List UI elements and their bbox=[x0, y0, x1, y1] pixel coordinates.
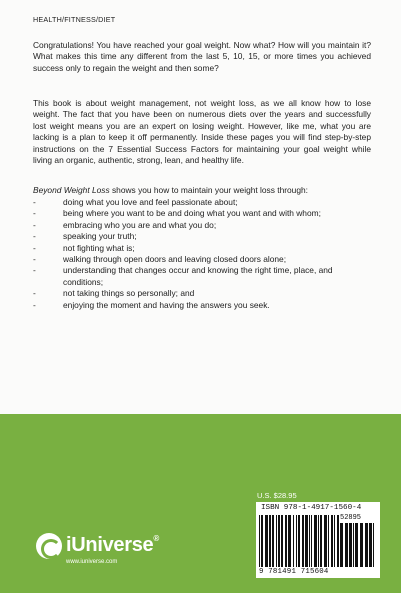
addon-digits: 52895 bbox=[340, 514, 362, 522]
price-label: U.S. $28.95 bbox=[257, 491, 297, 500]
benefits-list bbox=[33, 197, 371, 311]
dash-bullet-icon: - bbox=[33, 231, 36, 242]
publisher-name: iUniverse® bbox=[66, 534, 159, 556]
list-item bbox=[33, 243, 371, 254]
list-item-text: enjoying the moment and having the answers you seek. bbox=[63, 299, 270, 310]
list-item-text: not fighting what is; bbox=[63, 242, 135, 253]
publisher-url: www.iuniverse.com bbox=[66, 559, 118, 565]
paragraph-2: This book is about weight management, not weight loss, as we all know how to lose weight. The fact that you have been on numerous diets over the years and successfully lost weight means you are an expert on losing weight. However, like me, what you are lacking is a plan to keep it off permanently. Inside these pages you will find step-by-step instructions on the 7 Essential Success Factors for maintaining your goal weight while living an organic, authentic, strong, lean, and healthy life. bbox=[33, 98, 371, 166]
list-intro bbox=[33, 185, 371, 196]
iuniverse-logo-icon bbox=[36, 533, 62, 559]
list-item-text: embracing who you are and what you do; bbox=[63, 219, 217, 230]
list-item bbox=[33, 265, 371, 288]
list-item bbox=[33, 300, 371, 311]
dash-bullet-icon: - bbox=[33, 254, 36, 265]
category-label: HEALTH/FITNESS/DIET bbox=[33, 15, 116, 24]
addon-barcode-icon bbox=[340, 523, 376, 567]
list-item bbox=[33, 197, 371, 208]
dash-bullet-icon: - bbox=[33, 288, 36, 299]
book-title: Beyond Weight Loss bbox=[33, 185, 110, 195]
list-item bbox=[33, 288, 371, 299]
list-item-text: understanding that changes occur and knowing the right time, place, and conditions; bbox=[63, 265, 333, 287]
dash-bullet-icon: - bbox=[33, 197, 36, 207]
list-item-text: doing what you love and feel passionate about; bbox=[63, 197, 238, 207]
list-item bbox=[33, 208, 371, 219]
list-item bbox=[33, 220, 371, 231]
list-item bbox=[33, 231, 371, 242]
ean-barcode-icon bbox=[259, 515, 339, 567]
dash-bullet-icon: - bbox=[33, 219, 36, 230]
list-item bbox=[33, 254, 371, 265]
list-intro-text: shows you how to maintain your weight loss through: bbox=[109, 185, 308, 195]
list-item-text: walking through open doors and leaving closed doors alone; bbox=[63, 254, 287, 265]
barcode-block bbox=[256, 502, 380, 578]
dash-bullet-icon: - bbox=[33, 265, 36, 276]
ean-digits: 9 781491 715604 bbox=[259, 568, 329, 576]
dash-bullet-icon: - bbox=[33, 242, 36, 253]
isbn-text: ISBN 978-1-4917-1560-4 bbox=[261, 504, 362, 512]
list-item-text: being where you want to be and doing what you want and with whom; bbox=[63, 208, 321, 219]
paragraph-1: Congratulations! You have reached your goal weight. Now what? How will you maintain it? What makes this time any different from the last 5, 10, 15, or more times you achieved success only to regain the weight and then some? bbox=[33, 40, 371, 73]
dash-bullet-icon: - bbox=[33, 208, 36, 219]
dash-bullet-icon: - bbox=[33, 299, 36, 310]
list-item-text: not taking things so personally; and bbox=[63, 288, 195, 299]
publisher-logo bbox=[36, 533, 186, 573]
list-item-text: speaking your truth; bbox=[63, 231, 137, 242]
